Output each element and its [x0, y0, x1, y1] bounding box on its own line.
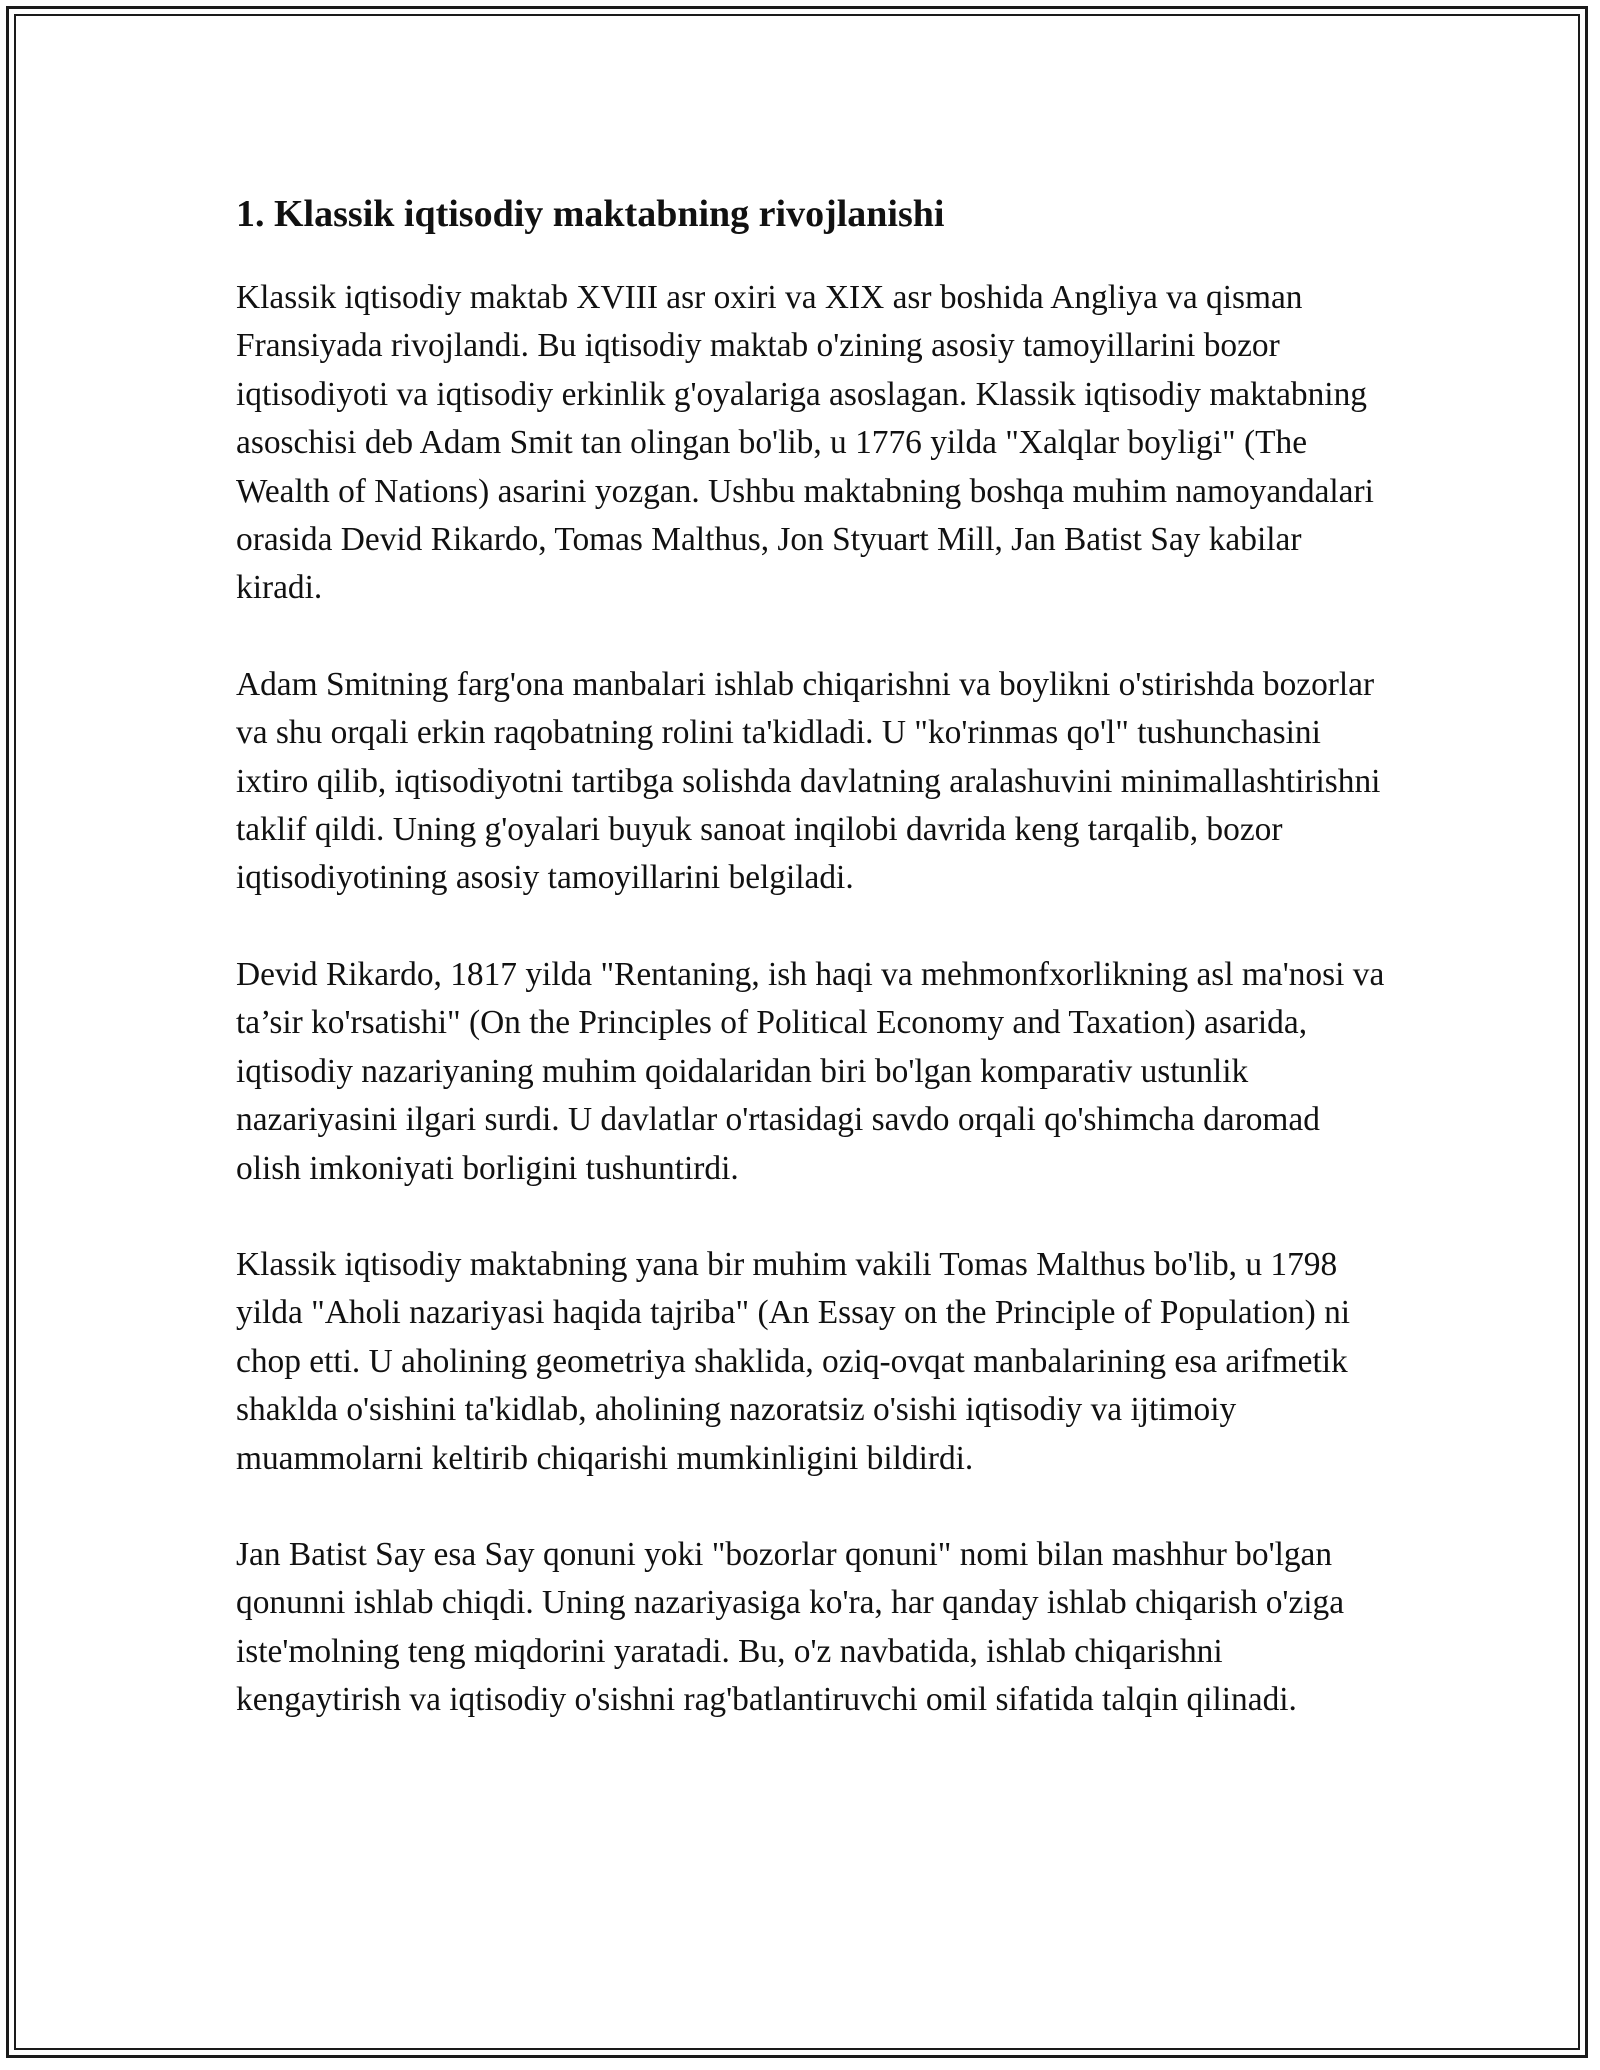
document-body [236, 186, 1386, 1773]
section-title: 1. Klassik iqtisodiy maktabning rivojlanishi [236, 193, 945, 235]
paragraph-thomas-malthus: Klassik iqtisodiy maktabning yana bir muhim vakili Tomas Malthus bo'lib, u 1798 yilda "Aholi nazariyasi haqida tajriba" (An Essay on the Principle of Population) ni chop etti. U aholining geometriya shaklida, oziq-ovqat manbalarining esa arifmetik shaklda o'sishini ta'kidlab, aholining nazoratsiz o'sishi iqtisodiy va ijtimoiy muammolarni keltirib chiqarishi mumkinligini bildirdi. [236, 1245, 1351, 1477]
paragraph-jean-baptiste-say: Jan Batist Say esa Say qonuni yoki "bozorlar qonuni" nomi bilan mashhur bo'lgan qonunni ishlab chiqdi. Uning nazariyasiga ko'ra, har qanday ishlab chiqarish o'ziga iste'molning teng miqdorini yaratadi. Bu, o'z navbatida, ishlab chiqarishni kengaytirish va iqtisodiy o'sishni rag'batlantiruvchi omil sifatida talqin qilinadi. [236, 1535, 1345, 1719]
paragraph-david-ricardo: Devid Rikardo, 1817 yilda "Rentaning, ish haqi va mehmonfxorlikning asl ma'nosi va ta’sir ko'rsatishi" (On the Principles of Political Economy and Taxation) asarida, iqtisodiy nazariyaning muhim qoidalaridan biri bo'lgan komparativ ustunlik nazariyasini ilgari surdi. U davlatlar o'rtasidagi savdo orqali qo'shimcha daromad olish imkoniyati borligini tushuntirdi. [236, 955, 1385, 1187]
paragraph-adam-smith: Adam Smitning farg'ona manbalari ishlab chiqarishni va boylikni o'stirishda bozorlar va shu orqali erkin raqobatning rolini ta'kidladi. U "ko'rinmas qo'l" tushunchasini ixtiro qilib, iqtisodiyotni tartibga solishda davlatning aralashuvini minimallashtirishni taklif qildi. Uning g'oyalari buyuk sanoat inqilobi davrida keng tarqalib, bozor iqtisodiyotining asosiy tamoyillarini belgiladi. [236, 665, 1381, 897]
paragraph-classical-school-intro: Klassik iqtisodiy maktab XVIII asr oxiri va XIX asr boshida Angliya va qisman Fransiyada rivojlandi. Bu iqtisodiy maktab o'zining asosiy tamoyillarini bozor iqtisodiyoti va iqtisodiy erkinlik g'oyalariga asoslagan. Klassik iqtisodiy maktabning asoschisi deb Adam Smit tan olingan bo'lib, u 1776 yilda "Xalqlar boyligi" (The Wealth of Nations) asarini yozgan. Ushbu maktabning boshqa muhim namoyandalari orasida Devid Rikardo, Tomas Malthus, Jon Styuart Mill, Jan Batist Say kabilar kiradi. [236, 279, 1374, 607]
